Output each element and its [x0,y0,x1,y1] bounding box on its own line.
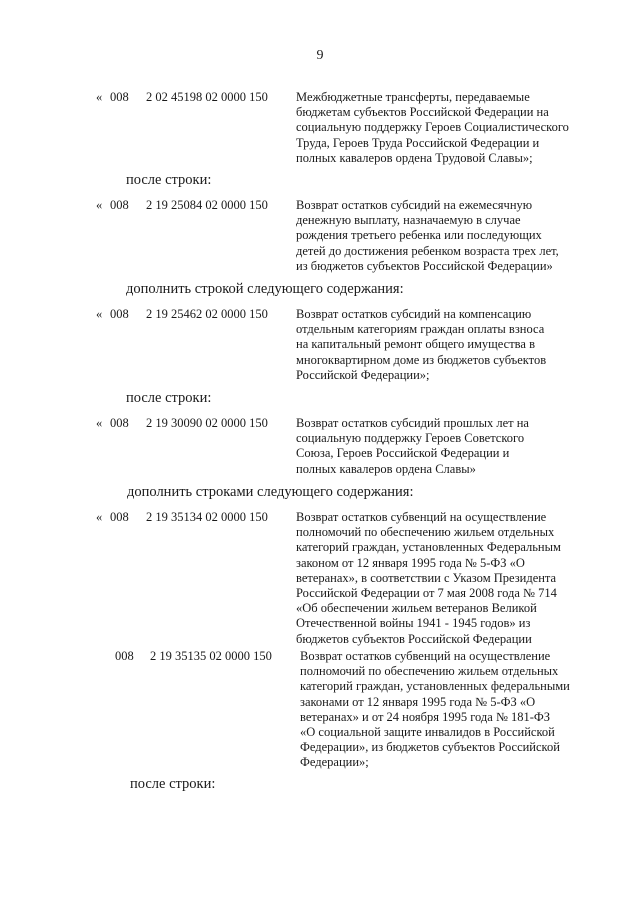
opening-quote: « [96,307,103,321]
budget-classification-code: 2 19 30090 02 0000 150 [146,416,268,430]
row-description: Возврат остатков субсидий прошлых лет на социальную поддержку Героев Советского Союза, Героев Российской Федерации и полных кавалеров ордена Славы» [296,416,529,476]
budget-classification-code: 2 19 35134 02 0000 150 [146,510,268,524]
row-description: Возврат остатков субсидий на ежемесячную денежную выплату, назначаемую в случае рождения третьего ребенка или последующих детей до достижения ребенком возраста трех лет, из бюджетов субъектов Российской Федерации» [296,198,559,273]
opening-quote: « [96,510,103,524]
admin-code: 008 [110,198,129,212]
admin-code: 008 [110,416,129,430]
admin-code: 008 [110,307,129,321]
instruction-text: дополнить строкой следующего содержания: [126,281,404,297]
instruction-text: дополнить строками следующего содержания: [127,484,414,500]
row-description: Межбюджетные трансферты, передаваемые бюджетам субъектов Российской Федерации на социальную поддержку Героев Социалистического Труда, Героев Труда Российской Федерации и полных кавалеров ордена Трудовой Славы»; [296,90,569,165]
instruction-text: после строки: [126,172,212,188]
page-number: 9 [316,48,324,63]
budget-classification-code: 2 02 45198 02 0000 150 [146,90,268,104]
row-description: Возврат остатков субвенций на осуществление полномочий по обеспечению жильем отдельных категорий граждан, установленных Федеральным законом от 12 января 1995 года № 5-ФЗ «О ветеранах», в соответствии с Указом Президента Российской Федерации от 7 мая 2008 года № 714 «Об обеспечении жильем ветеранов Великой Отечественной войны 1941 - 1945 годов» из бюджетов субъектов Российской Федерации [296,510,561,646]
opening-quote: « [96,198,103,212]
row-description: Возврат остатков субсидий на компенсацию отдельным категориям граждан оплаты взноса на капитальный ремонт общего имущества в многоквартирном доме из бюджетов субъектов Российской Федерации»; [296,307,547,382]
instruction-text: после строки: [126,390,212,406]
admin-code: 008 [115,649,134,663]
opening-quote: « [96,90,103,104]
admin-code: 008 [110,510,129,524]
budget-classification-code: 2 19 35135 02 0000 150 [150,649,272,663]
budget-classification-code: 2 19 25462 02 0000 150 [146,307,268,321]
budget-classification-code: 2 19 25084 02 0000 150 [146,198,268,212]
row-description: Возврат остатков субвенций на осуществление полномочий по обеспечению жильем отдельных категорий граждан, установленных федеральными законами от 12 января 1995 года № 5-ФЗ «О ветеранах» и от 24 ноября 1995 года № 181-ФЗ «О социальной защите инвалидов в Российской Федерации», из бюджетов субъектов Российской Федерации»; [300,649,570,770]
opening-quote: « [96,416,103,430]
instruction-text: после строки: [130,776,216,792]
admin-code: 008 [110,90,129,104]
